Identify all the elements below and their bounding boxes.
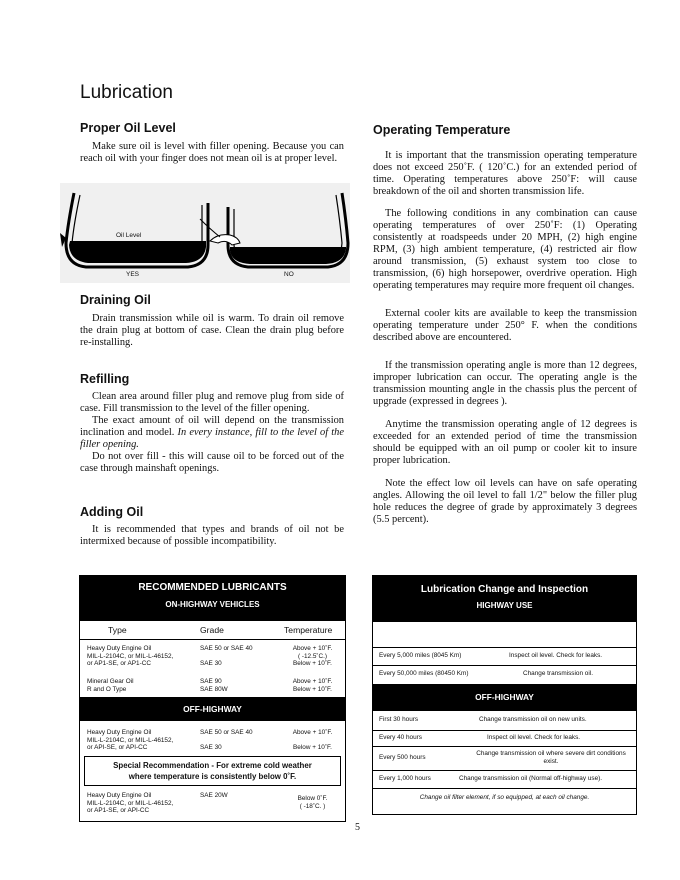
refilling-text: [80, 391, 344, 475]
refilling-p2-plain: The exact amount of oil will depend on the transmission inclination and model.: [80, 415, 344, 438]
row-type: [87, 792, 173, 815]
temp-line: Above + 10˚F.: [292, 729, 333, 736]
proper-oil-text: Make sure oil is level with filler opening. Because you can reach oil with your finger does not mean oil is at proper level.: [80, 141, 344, 164]
table-row: [373, 750, 636, 770]
col-type: Type: [108, 625, 127, 635]
lubricants-header: [80, 576, 345, 621]
change-title: Lubrication Change and Inspection: [420, 584, 589, 595]
table-row: [373, 716, 636, 728]
type-line: Mineral Gear Oil: [87, 678, 134, 685]
temp-line: Below + 10˚F.: [293, 685, 332, 693]
temp-line: ( -12.5˚C.): [297, 652, 328, 660]
type-line: MIL-L-2104C, or MIL-L-46152,: [87, 736, 174, 744]
rule: [80, 639, 345, 640]
operating-p4: If the transmission operating angle is more than 12 degrees, improper lubrication can occur. The operating angle is the transmission mounting angle in the chassis plus the percent of upgrade (expressed in degrees ).: [373, 360, 637, 407]
page-title: Lubrication: [80, 82, 173, 103]
operating-p6: Note the effect low oil levels can have on safe operating angles. Allowing the oil level to fall 1/2" below the filler plug hole reduces the degree of grade by approximately 3 degrees (5.5 percent).: [373, 478, 637, 525]
row-interval: Every 500 hours: [379, 754, 426, 761]
oil-level-diagram: [60, 183, 350, 283]
refilling-p1: Clean area around filler plug and remove plug from side of case. Fill transmission to the level of the filler opening.: [80, 391, 344, 414]
operating-text: [373, 150, 637, 526]
type-line: or API-SE, or API-CC: [87, 744, 148, 751]
col-grade: Grade: [200, 625, 224, 635]
rule: [373, 788, 636, 789]
yes-label: YES: [126, 271, 140, 278]
refilling-p2-italic: In every instance, fill to the level of the filler opening.: [80, 427, 344, 450]
row-type: [87, 645, 173, 668]
temp-line: Below + 10˚F.: [293, 660, 332, 667]
table-row: [373, 670, 636, 684]
change-footer: Change oil filter element, if so equipped, at each oil change.: [419, 794, 590, 801]
adding-heading: Adding Oil: [80, 505, 144, 519]
draining-text: Drain transmission while oil is warm. To drain oil remove the drain plug at bottom of case. Clean the drain plug before re-installing.: [80, 313, 344, 348]
temp-line: Below 0˚F.: [297, 795, 328, 802]
operating-p2: The following conditions in any combination can cause operating temperatures of over 250˚F: (1) Operating consistently at roadspeeds under 20 MPH, (2) high engine RPM, (3) high ambient temperature, (4) restricted air flow around transmission, (5) exhaust system too close to transmission, (6) high horsepower, overdrive operation. High operating temperatures may require more frequent oil changes.: [373, 208, 637, 291]
temp-line: [285, 737, 340, 745]
row-grade: SAE 20W: [200, 792, 228, 799]
temp-line: ( -18˚C. ): [299, 802, 326, 810]
row-temp: [285, 795, 340, 810]
row-action: Change transmission oil.: [523, 670, 593, 677]
change-header: [373, 576, 636, 622]
row-interval: Every 5,000 miles (8045 Km): [379, 652, 462, 659]
row-type: [87, 729, 173, 752]
type-line: Heavy Duty Engine Oil: [87, 645, 152, 652]
grade-line: [200, 737, 253, 745]
row-interval: Every 40 hours: [379, 734, 422, 741]
col-temperature: Temperature: [284, 625, 333, 635]
draining-heading: Draining Oil: [80, 293, 151, 307]
grade-line: SAE 90: [200, 678, 222, 685]
row-type: [87, 678, 134, 693]
table-row: [373, 652, 636, 666]
refilling-p3: Do not over fill - this will cause oil to be forced out of the case through mainshaft openings.: [80, 451, 344, 474]
row-temp: [285, 678, 340, 693]
rule: [373, 770, 636, 771]
type-line: or AP1-SE, or API-CC: [87, 807, 150, 814]
type-line: Heavy Duty Engine Oil: [87, 729, 152, 736]
row-action: Inspect oil level. Check for leaks.: [509, 652, 603, 659]
lubricants-subtitle: ON-HIGHWAY VEHICLES: [165, 600, 260, 609]
refilling-p2: [80, 415, 344, 451]
oil-level-illustration: [60, 183, 350, 283]
grade-line: SAE 50 or SAE 40: [200, 645, 253, 652]
grade-line: SAE 30: [200, 744, 222, 751]
temp-line: Below + 10˚F.: [293, 744, 332, 751]
row-interval: Every 1,000 hours: [379, 775, 431, 782]
grade-line: SAE 80W: [200, 685, 228, 693]
oil-level-label: Oil Level: [116, 232, 142, 239]
row-grade: [200, 678, 228, 693]
lubricants-off-highway-bar: OFF-HIGHWAY: [80, 697, 345, 721]
special-line1: Special Recommendation - For extreme cold weather: [113, 761, 312, 770]
table-row: [373, 775, 636, 787]
operating-p5: Anytime the transmission operating angle of 12 degrees is exceeded for an extended period of time the transmission should be equipped with an oil pump or cooler kit to insure proper lubrication.: [373, 419, 637, 466]
temp-line: Above + 10˚F.: [292, 645, 333, 652]
type-line: or AP1-SE, or AP1-CC: [87, 660, 151, 667]
row-temp: [285, 729, 340, 752]
change-table: [372, 575, 637, 815]
row-action: Change transmission oil (Normal off-highway use).: [459, 775, 603, 782]
row-grade: [200, 729, 253, 752]
operating-p1: It is important that the transmission operating temperature does not exceed 250˚F. ( 120˚C.) for an extended period of time. Operating temperatures above 250˚F: will cause breakdown of the oil and shorten transmission life.: [373, 150, 637, 197]
lubricants-table: [79, 575, 346, 822]
row-action: Inspect oil level. Check for leaks.: [487, 734, 581, 741]
grade-line: [200, 653, 253, 661]
special-line2: where temperature is consistently below 0˚F.: [128, 772, 297, 781]
change-subtitle: HIGHWAY USE: [476, 601, 533, 610]
lubricants-title: RECOMMENDED LUBRICANTS: [138, 582, 287, 593]
lubricants-col-headers: [80, 625, 345, 637]
row-grade: [200, 645, 253, 668]
no-label: NO: [284, 271, 294, 278]
row-action: Change transmission oil where severe dirt conditions exist.: [476, 750, 626, 765]
rule: [373, 730, 636, 731]
grade-line: SAE 50 or SAE 40: [200, 729, 253, 736]
rule: [373, 746, 636, 747]
type-line: Heavy Duty Engine Oil: [87, 792, 152, 799]
rule: [373, 647, 636, 648]
operating-p3: External cooler kits are available to keep the transmission operating temperature under 250° F. when the conditions described above are encountered.: [373, 308, 637, 343]
type-line: MIL-L-2104C, or MIL-L-46152,: [87, 652, 174, 660]
type-line: R and O Type: [87, 685, 127, 693]
special-recommendation: [84, 756, 341, 786]
proper-oil-heading: Proper Oil Level: [80, 121, 176, 135]
adding-text: It is recommended that types and brands of oil not be intermixed because of possible incompatibility.: [80, 524, 344, 547]
row-temp: [285, 645, 340, 668]
row-interval: Every 50,000 miles (80450 Km): [379, 670, 469, 677]
page-number: 5: [355, 822, 360, 833]
grade-line: SAE 30: [200, 660, 222, 667]
rule: [373, 665, 636, 666]
table-row: [373, 734, 636, 746]
row-action: Change transmission oil on new units.: [479, 716, 587, 723]
type-line: MIL-L-2104C, or MIL-L-46152,: [87, 799, 174, 807]
row-interval: First 30 hours: [379, 716, 419, 723]
operating-heading: Operating Temperature: [373, 123, 511, 137]
change-off-highway-bar: OFF-HIGHWAY: [373, 684, 636, 711]
refilling-heading: Refilling: [80, 372, 130, 386]
temp-line: Above + 10˚F.: [292, 678, 333, 685]
